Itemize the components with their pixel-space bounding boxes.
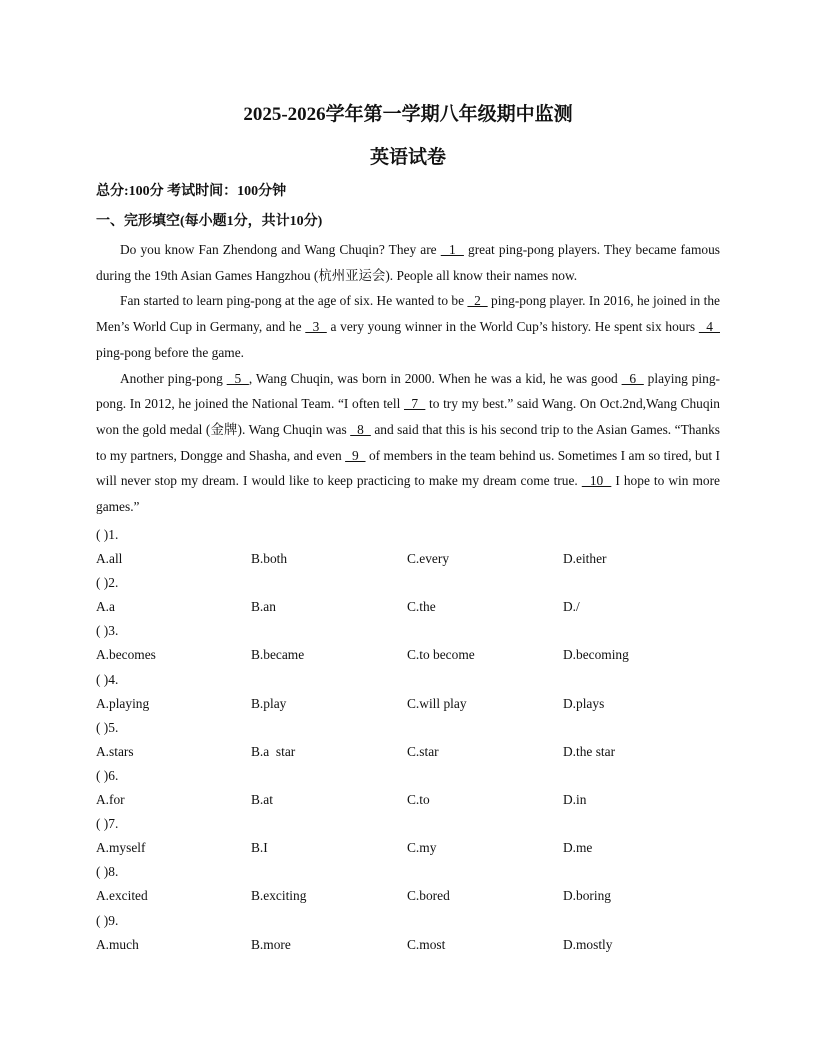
blank-9: 9	[345, 447, 366, 463]
question-item	[96, 812, 720, 860]
option-b: B.a star	[251, 743, 296, 759]
option-b: B.I	[251, 840, 268, 856]
option-a: A.excited	[96, 888, 148, 904]
option-d: D.becoming	[563, 647, 629, 663]
passage-text: I hope to win more games.”	[96, 473, 721, 515]
passage-text: ping-pong player. In 2016, he joined in the Men’s World Cup in Germany, and he	[96, 293, 720, 335]
option-a: A.playing	[96, 695, 150, 711]
option-row	[96, 547, 720, 571]
option-row	[96, 692, 720, 716]
option-c: C.to	[407, 791, 430, 807]
option-b: B.at	[251, 791, 273, 807]
option-d: D.either	[563, 551, 607, 566]
passage-text: and said that this is his second trip to the Asian Games. “Thanks to my partners, Dongge and Shasha, and even	[96, 421, 720, 463]
option-a: A.for	[96, 791, 125, 807]
option-row	[96, 933, 720, 957]
option-a: A.becomes	[96, 647, 156, 663]
passage-text: , Wang Chuqin, was born in 2000. When he was a kid, he was good	[248, 370, 622, 386]
blank-5: 5	[226, 370, 249, 386]
option-d: D./	[563, 599, 580, 615]
question-number: ( )6.	[96, 767, 119, 783]
question-number: ( )4.	[96, 671, 119, 687]
blank-7: 7	[403, 396, 426, 412]
option-c: C.most	[407, 936, 446, 952]
option-a: A.myself	[96, 840, 146, 856]
option-row	[96, 595, 720, 619]
option-b: B.play	[251, 695, 287, 711]
cloze-passage	[96, 237, 720, 520]
option-row	[96, 884, 720, 908]
option-c: C.every	[407, 551, 450, 566]
option-d: D.me	[563, 840, 593, 856]
option-row	[96, 788, 720, 812]
exam-subtitle: 英语试卷	[369, 147, 446, 168]
option-row	[96, 740, 720, 764]
option-c: C.will play	[407, 695, 467, 711]
option-b: B.exciting	[251, 888, 307, 904]
blank-3: 3	[305, 319, 327, 335]
blank-10: 10	[581, 473, 612, 489]
passage-text: Do you know Fan Zhendong and Wang Chuqin? They are	[120, 242, 441, 257]
option-c: C.bored	[407, 888, 450, 904]
option-row	[96, 643, 720, 667]
passage-text: ping-pong before the game.	[96, 344, 244, 360]
passage-paragraph-3	[96, 366, 720, 520]
blank-8: 8	[350, 421, 371, 437]
option-b: B.both	[251, 551, 288, 566]
section-heading: 一、完形填空(每小题1分，共计10分)	[96, 214, 323, 229]
passage-paragraph-1	[96, 237, 720, 288]
option-d: D.plays	[563, 695, 605, 711]
passage-text: great ping-pong players. They became famous during the 19th Asian Games Hangzhou (杭州亚运会). People all know their names now.	[96, 242, 720, 283]
question-number: ( )8.	[96, 864, 119, 880]
question-number: ( )9.	[96, 912, 119, 928]
question-item	[96, 764, 720, 812]
blank-6: 6	[621, 370, 644, 386]
option-c: C.to become	[407, 647, 475, 663]
option-c: C.star	[407, 743, 439, 759]
question-item	[96, 909, 720, 957]
option-b: B.an	[251, 599, 276, 615]
question-number: ( )5.	[96, 719, 119, 735]
blank-1: 1	[440, 242, 464, 257]
option-d: D.in	[563, 791, 587, 807]
question-number: ( )2.	[96, 575, 119, 591]
question-item	[96, 523, 720, 571]
question-item	[96, 668, 720, 716]
passage-text: to try my best.” said Wang. On Oct.2nd,Wang Chuqin won the gold medal (金牌). Wang Chuqin was	[96, 396, 720, 437]
passage-text: Another ping-pong	[120, 370, 227, 386]
question-number: ( )1.	[96, 527, 119, 542]
option-c: C.the	[407, 599, 436, 615]
option-d: D.boring	[563, 888, 611, 904]
blank-4: 4	[698, 319, 720, 335]
option-row	[96, 836, 720, 860]
question-item	[96, 571, 720, 619]
question-number: ( )3.	[96, 623, 119, 639]
blank-2: 2	[467, 293, 488, 309]
passage-text: playing ping-pong. In 2012, he joined the National Team. “I often tell	[96, 370, 720, 412]
exam-info: 总分:100分 考试时间：100分钟	[96, 184, 287, 199]
option-c: C.my	[407, 840, 437, 856]
question-item	[96, 716, 720, 764]
passage-text: a very young winner in the World Cup’s history. He spent six hours	[326, 319, 699, 335]
passage-text: of members in the team behind us. Sometimes I am so tired, but I will never stop my dream. I would like to keep practicing to make my dream come true.	[96, 447, 721, 489]
option-a: A.a	[96, 599, 115, 615]
option-a: A.all	[96, 551, 123, 566]
option-d: D.mostly	[563, 936, 613, 952]
option-a: A.much	[96, 936, 139, 952]
option-a: A.stars	[96, 743, 134, 759]
question-item	[96, 619, 720, 667]
passage-paragraph-2	[96, 288, 720, 365]
option-b: B.became	[251, 647, 305, 663]
question-item	[96, 860, 720, 908]
question-number: ( )7.	[96, 816, 119, 832]
option-b: B.more	[251, 936, 291, 952]
exam-title: 2025-2026学年第一学期八年级期中监测	[243, 104, 573, 125]
option-d: D.the star	[563, 743, 616, 759]
passage-text: Fan started to learn ping-pong at the age of six. He wanted to be	[120, 293, 468, 309]
question-list	[96, 523, 720, 957]
